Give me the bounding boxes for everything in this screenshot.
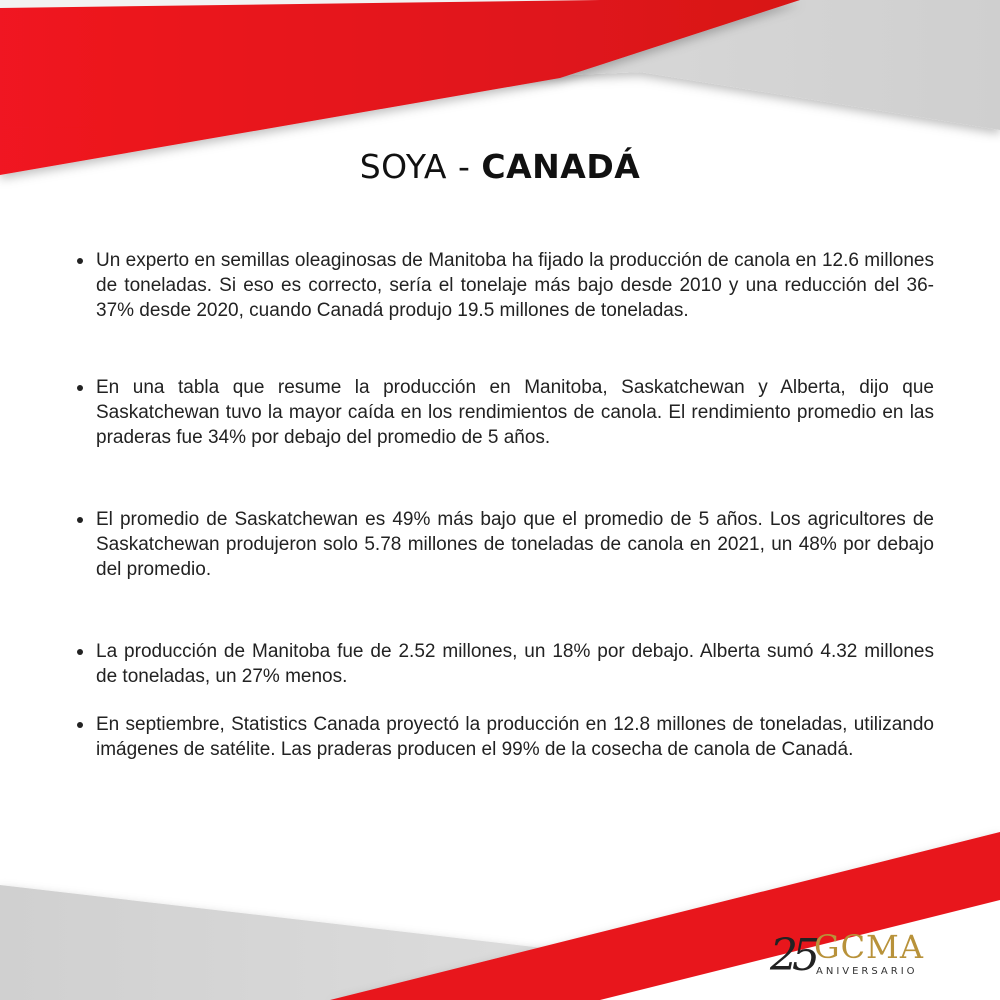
bullet-dot-icon xyxy=(77,649,83,655)
bullet-text: Un experto en semillas oleaginosas de Manitoba ha fijado la producción de canola en 12.6 millones de toneladas. Si eso es correcto, sería el tonelaje más bajo desde 2010 y una reducción del 36-37% desde 2020, cuando Canadá produjo 19.5 millones de toneladas. xyxy=(96,250,934,321)
logo-anniversary-number: 25 xyxy=(770,930,814,981)
list-item xyxy=(74,248,934,323)
list-item xyxy=(74,639,934,689)
bullet-text: El promedio de Saskatchewan es 49% más bajo que el promedio de 5 años. Los agricultores de Saskatchewan produjeron solo 5.78 millones de toneladas de canola en 2021, un 48% por debajo del promedio. xyxy=(96,509,934,580)
title-prefix: SOYA - xyxy=(359,147,482,186)
gcma-logo xyxy=(770,928,940,986)
bullet-text: En una tabla que resume la producción en Manitoba, Saskatchewan y Alberta, dijo que Saskatchewan tuvo la mayor caída en los rendimientos de canola. El rendimiento promedio en las praderas fue 34% por debajo del promedio de 5 años. xyxy=(96,377,934,448)
list-item xyxy=(74,507,934,582)
bullet-list xyxy=(74,240,934,762)
bullet-dot-icon xyxy=(77,722,83,728)
logo-subtitle: ANIVERSARIO xyxy=(816,966,918,977)
logo-brand: GCMA xyxy=(814,928,924,966)
list-item xyxy=(74,375,934,450)
bullet-dot-icon xyxy=(77,258,83,264)
bullet-dot-icon xyxy=(77,385,83,391)
bullet-dot-icon xyxy=(77,517,83,523)
page-title xyxy=(0,147,1000,186)
title-country: CANADÁ xyxy=(481,147,641,186)
bullet-text: En septiembre, Statistics Canada proyectó la producción en 12.8 millones de toneladas, utilizando imágenes de satélite. Las praderas producen el 99% de la cosecha de canola de Canadá. xyxy=(96,714,934,760)
bullet-text: La producción de Manitoba fue de 2.52 millones, un 18% por debajo. Alberta sumó 4.32 millones de toneladas, un 27% menos. xyxy=(96,641,934,687)
list-item xyxy=(74,712,934,762)
